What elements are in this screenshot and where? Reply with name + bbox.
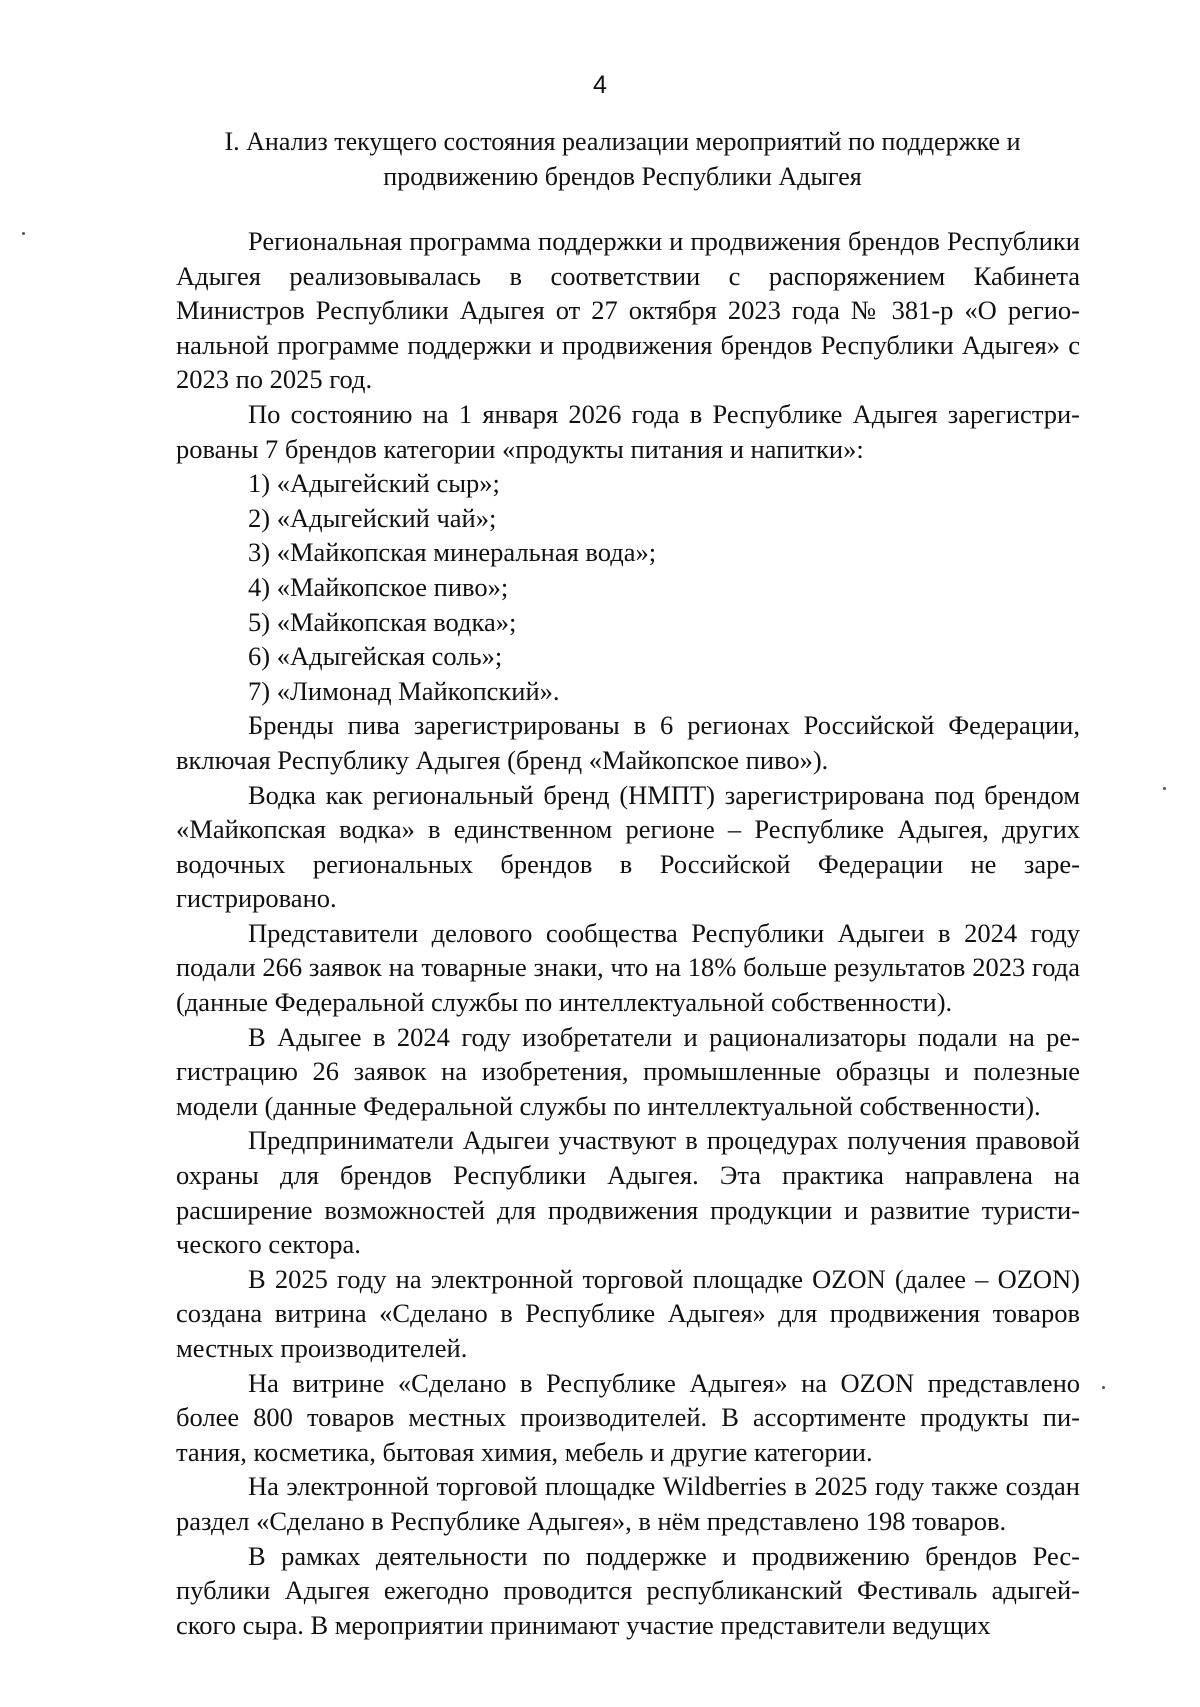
paragraph-ozon-showcase: В 2025 году на электронной торговой площадке OZON (далее – OZON) создана витрина «Сделано в Республике Адыгея» для продвижения товаров местных производителей. xyxy=(176,1263,1080,1363)
brand-list-item: 5) «Майкопская водка»; xyxy=(248,606,517,637)
section-heading xyxy=(170,124,1075,194)
paragraph-cheese-festival: В рамках деятельности по поддержке и продвижению брендов Республики Адыгея ежегодно проводится республиканский Фестиваль адыгейского сыра. В мероприятии принимают участие представители ведущих xyxy=(176,1540,1080,1640)
brand-list-item: 7) «Лимонад Майкопский». xyxy=(248,675,560,706)
document-body xyxy=(176,224,1080,1642)
paragraph-registered-brands: По состоянию на 1 января 2026 года в Республике Адыгея зарегистрированы 7 брендов категории «продукты питания и напитки»: xyxy=(176,398,1080,464)
paragraph-legal-protection: Предприниматели Адыгеи участвуют в процедурах получения правовой охраны для брендов Республики Адыгея. Эта практика направлена на расширение возможностей для продвижения продукции и развитие туристического сектора. xyxy=(176,1125,1080,1260)
paragraph-wildberries: На электронной торговой площадке Wildberries в 2025 году также создан раздел «Сделано в Республике Адыгея», в нём представлено 198 товаров. xyxy=(176,1471,1080,1536)
scan-speck xyxy=(1102,1386,1105,1389)
brand-list-item: 1) «Адыгейский сыр»; xyxy=(248,468,500,499)
brand-list xyxy=(176,466,1080,708)
paragraph-trademark-applications: Представители делового сообщества Республики Адыгеи в 2024 году подали 266 заявок на товарные знаки, что на 18% больше результатов 2023 года (данные Федеральной службы по интеллектуальной собственности). xyxy=(176,917,1080,1018)
brand-list-item: 4) «Майкопское пиво»; xyxy=(248,571,509,602)
section-heading-line-2: продвижению брендов Республики Адыгея xyxy=(383,162,862,191)
brand-list-item: 3) «Майкопская минеральная вода»; xyxy=(248,537,657,568)
scan-speck xyxy=(22,232,25,235)
paragraph-program: Региональная программа поддержки и продвижения брендов Республики Адыгея реализовывалась в соответствии с распоряжением Кабинета Министров Республики Адыгея от 27 октября 2023 года № 381-р «О региональной программе поддержки и продвижения брендов Республики Адыгея» с 2023 по 2025 год. xyxy=(176,226,1080,395)
paragraph-beer-brands: Бренды пива зарегистрированы в 6 регионах Российской Федерации, включая Республику Адыгея (бренд «Майкопское пиво»). xyxy=(176,710,1080,775)
paragraph-inventions: В Адыгее в 2024 году изобретатели и рационализаторы подали на регистрацию 26 заявок на изобретения, промышленные образцы и полезные модели (данные Федеральной службы по интеллектуальной собственности). xyxy=(176,1021,1080,1121)
page-number: 4 xyxy=(593,71,607,99)
brand-list-item: 6) «Адыгейская соль»; xyxy=(248,641,503,672)
paragraph-ozon-products: На витрине «Сделано в Республике Адыгея» на OZON представлено более 800 товаров местных производителей. В ассортименте продукты питания, косметика, бытовая химия, мебель и другие категории. xyxy=(176,1367,1080,1467)
scan-speck xyxy=(1163,787,1166,790)
brand-list-item: 2) «Адыгейский чай»; xyxy=(248,502,497,533)
section-heading-line-1: I. Анализ текущего состояния реализации мероприятий по поддержке и xyxy=(224,127,1021,156)
paragraph-vodka-brand: Водка как региональный бренд (НМПТ) зарегистрирована под брендом «Майкопская водка» в единственном регионе – Республике Адыгея, других водочных региональных брендов в Российской Федерации не зарегистрировано. xyxy=(176,779,1080,914)
